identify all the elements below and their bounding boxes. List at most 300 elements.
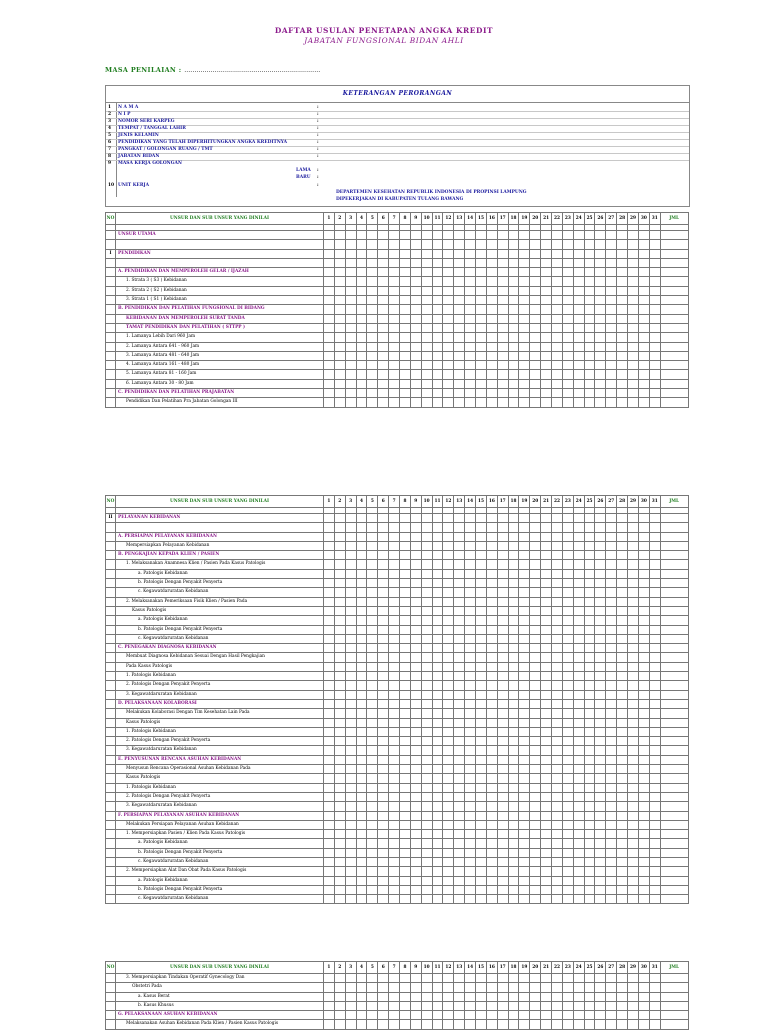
score-cell[interactable] <box>465 848 476 857</box>
score-cell[interactable] <box>421 681 432 690</box>
score-cell[interactable] <box>552 802 563 811</box>
score-cell[interactable] <box>660 268 688 277</box>
score-cell[interactable] <box>552 606 563 615</box>
score-cell[interactable] <box>324 802 335 811</box>
score-cell[interactable] <box>356 737 367 746</box>
score-cell[interactable] <box>334 286 345 295</box>
score-cell[interactable] <box>606 876 617 885</box>
score-cell[interactable] <box>400 644 411 653</box>
score-cell[interactable] <box>356 820 367 829</box>
score-cell[interactable] <box>454 974 465 983</box>
score-cell[interactable] <box>541 560 552 569</box>
score-cell[interactable] <box>649 314 660 323</box>
score-cell[interactable] <box>552 370 563 379</box>
score-cell[interactable] <box>454 541 465 550</box>
score-cell[interactable] <box>378 560 389 569</box>
score-cell[interactable] <box>595 792 606 801</box>
score-cell[interactable] <box>541 351 552 360</box>
score-cell[interactable] <box>584 690 595 699</box>
score-cell[interactable] <box>606 268 617 277</box>
score-cell[interactable] <box>400 606 411 615</box>
score-cell[interactable] <box>367 588 378 597</box>
score-cell[interactable] <box>421 755 432 764</box>
score-cell[interactable] <box>508 351 519 360</box>
score-cell[interactable] <box>443 342 454 351</box>
score-cell[interactable] <box>530 551 541 560</box>
score-cell[interactable] <box>530 616 541 625</box>
score-cell[interactable] <box>400 857 411 866</box>
score-cell[interactable] <box>660 551 688 560</box>
score-cell[interactable] <box>497 314 508 323</box>
score-cell[interactable] <box>486 857 497 866</box>
score-cell[interactable] <box>432 672 443 681</box>
score-cell[interactable] <box>660 737 688 746</box>
score-cell[interactable] <box>389 616 400 625</box>
score-cell[interactable] <box>486 709 497 718</box>
score-cell[interactable] <box>410 727 421 736</box>
score-cell[interactable] <box>486 569 497 578</box>
score-cell[interactable] <box>356 718 367 727</box>
score-cell[interactable] <box>324 305 335 314</box>
score-cell[interactable] <box>410 783 421 792</box>
score-cell[interactable] <box>410 811 421 820</box>
score-cell[interactable] <box>324 820 335 829</box>
score-cell[interactable] <box>573 342 584 351</box>
score-cell[interactable] <box>400 514 411 523</box>
score-cell[interactable] <box>552 231 563 240</box>
score-cell[interactable] <box>443 1001 454 1010</box>
score-cell[interactable] <box>432 532 443 541</box>
score-cell[interactable] <box>421 783 432 792</box>
score-cell[interactable] <box>378 398 389 407</box>
score-cell[interactable] <box>465 876 476 885</box>
score-cell[interactable] <box>465 709 476 718</box>
score-cell[interactable] <box>638 876 649 885</box>
score-cell[interactable] <box>552 672 563 681</box>
score-cell[interactable] <box>541 523 552 532</box>
score-cell[interactable] <box>660 616 688 625</box>
score-cell[interactable] <box>584 333 595 342</box>
score-cell[interactable] <box>465 277 476 286</box>
score-cell[interactable] <box>486 644 497 653</box>
score-cell[interactable] <box>519 579 530 588</box>
score-cell[interactable] <box>356 653 367 662</box>
score-cell[interactable] <box>497 974 508 983</box>
score-cell[interactable] <box>421 342 432 351</box>
score-cell[interactable] <box>628 783 639 792</box>
score-cell[interactable] <box>486 634 497 643</box>
score-cell[interactable] <box>443 296 454 305</box>
score-cell[interactable] <box>389 848 400 857</box>
score-cell[interactable] <box>552 746 563 755</box>
score-cell[interactable] <box>476 314 487 323</box>
score-cell[interactable] <box>324 727 335 736</box>
score-cell[interactable] <box>432 268 443 277</box>
score-cell[interactable] <box>400 672 411 681</box>
score-cell[interactable] <box>443 277 454 286</box>
score-cell[interactable] <box>660 876 688 885</box>
score-cell[interactable] <box>432 314 443 323</box>
score-cell[interactable] <box>421 974 432 983</box>
score-cell[interactable] <box>486 885 497 894</box>
score-cell[interactable] <box>324 625 335 634</box>
score-cell[interactable] <box>400 277 411 286</box>
score-cell[interactable] <box>454 379 465 388</box>
score-cell[interactable] <box>476 718 487 727</box>
score-cell[interactable] <box>454 370 465 379</box>
score-cell[interactable] <box>367 333 378 342</box>
score-cell[interactable] <box>638 1020 649 1029</box>
score-cell[interactable] <box>421 811 432 820</box>
score-cell[interactable] <box>345 514 356 523</box>
score-cell[interactable] <box>497 727 508 736</box>
score-cell[interactable] <box>649 839 660 848</box>
score-cell[interactable] <box>465 249 476 258</box>
score-cell[interactable] <box>324 709 335 718</box>
score-cell[interactable] <box>584 560 595 569</box>
score-cell[interactable] <box>421 569 432 578</box>
score-cell[interactable] <box>497 755 508 764</box>
score-cell[interactable] <box>595 774 606 783</box>
score-cell[interactable] <box>638 523 649 532</box>
score-cell[interactable] <box>552 830 563 839</box>
score-cell[interactable] <box>324 258 335 267</box>
score-cell[interactable] <box>497 811 508 820</box>
score-cell[interactable] <box>400 389 411 398</box>
score-cell[interactable] <box>617 342 628 351</box>
score-cell[interactable] <box>552 867 563 876</box>
score-cell[interactable] <box>573 249 584 258</box>
score-cell[interactable] <box>345 644 356 653</box>
score-cell[interactable] <box>465 240 476 249</box>
score-cell[interactable] <box>486 314 497 323</box>
score-cell[interactable] <box>660 857 688 866</box>
score-cell[interactable] <box>432 699 443 708</box>
score-cell[interactable] <box>432 523 443 532</box>
score-cell[interactable] <box>638 551 649 560</box>
score-cell[interactable] <box>334 351 345 360</box>
score-cell[interactable] <box>530 992 541 1001</box>
score-cell[interactable] <box>421 249 432 258</box>
score-cell[interactable] <box>617 249 628 258</box>
score-cell[interactable] <box>432 379 443 388</box>
score-cell[interactable] <box>649 699 660 708</box>
score-cell[interactable] <box>628 895 639 904</box>
score-cell[interactable] <box>552 541 563 550</box>
score-cell[interactable] <box>617 277 628 286</box>
score-cell[interactable] <box>660 249 688 258</box>
score-cell[interactable] <box>617 662 628 671</box>
score-cell[interactable] <box>476 983 487 992</box>
score-cell[interactable] <box>389 644 400 653</box>
score-cell[interactable] <box>552 1001 563 1010</box>
score-cell[interactable] <box>378 653 389 662</box>
score-cell[interactable] <box>649 746 660 755</box>
score-cell[interactable] <box>497 249 508 258</box>
score-cell[interactable] <box>628 848 639 857</box>
score-cell[interactable] <box>541 342 552 351</box>
score-cell[interactable] <box>454 774 465 783</box>
score-cell[interactable] <box>476 895 487 904</box>
score-cell[interactable] <box>378 746 389 755</box>
score-cell[interactable] <box>421 532 432 541</box>
score-cell[interactable] <box>595 588 606 597</box>
score-cell[interactable] <box>595 783 606 792</box>
score-cell[interactable] <box>552 885 563 894</box>
score-cell[interactable] <box>454 231 465 240</box>
score-cell[interactable] <box>443 783 454 792</box>
score-cell[interactable] <box>454 314 465 323</box>
score-cell[interactable] <box>389 277 400 286</box>
score-cell[interactable] <box>367 305 378 314</box>
score-cell[interactable] <box>367 699 378 708</box>
score-cell[interactable] <box>356 231 367 240</box>
score-cell[interactable] <box>324 398 335 407</box>
score-cell[interactable] <box>617 857 628 866</box>
score-cell[interactable] <box>356 314 367 323</box>
score-cell[interactable] <box>410 523 421 532</box>
score-cell[interactable] <box>530 974 541 983</box>
score-cell[interactable] <box>628 625 639 634</box>
score-cell[interactable] <box>562 895 573 904</box>
score-cell[interactable] <box>421 398 432 407</box>
score-cell[interactable] <box>584 551 595 560</box>
score-cell[interactable] <box>606 974 617 983</box>
score-cell[interactable] <box>443 231 454 240</box>
score-cell[interactable] <box>573 672 584 681</box>
score-cell[interactable] <box>562 830 573 839</box>
score-cell[interactable] <box>345 268 356 277</box>
score-cell[interactable] <box>356 895 367 904</box>
score-cell[interactable] <box>367 569 378 578</box>
score-cell[interactable] <box>421 718 432 727</box>
score-cell[interactable] <box>465 370 476 379</box>
score-cell[interactable] <box>378 811 389 820</box>
score-cell[interactable] <box>378 606 389 615</box>
score-cell[interactable] <box>389 699 400 708</box>
score-cell[interactable] <box>595 672 606 681</box>
score-cell[interactable] <box>519 839 530 848</box>
score-cell[interactable] <box>400 783 411 792</box>
score-cell[interactable] <box>562 323 573 332</box>
score-cell[interactable] <box>562 992 573 1001</box>
score-cell[interactable] <box>530 258 541 267</box>
score-cell[interactable] <box>476 699 487 708</box>
score-cell[interactable] <box>638 681 649 690</box>
score-cell[interactable] <box>530 644 541 653</box>
score-cell[interactable] <box>454 258 465 267</box>
score-cell[interactable] <box>508 983 519 992</box>
score-cell[interactable] <box>432 361 443 370</box>
score-cell[interactable] <box>541 718 552 727</box>
score-cell[interactable] <box>638 286 649 295</box>
score-cell[interactable] <box>421 709 432 718</box>
score-cell[interactable] <box>486 992 497 1001</box>
score-cell[interactable] <box>421 895 432 904</box>
score-cell[interactable] <box>638 579 649 588</box>
score-cell[interactable] <box>497 867 508 876</box>
score-cell[interactable] <box>454 606 465 615</box>
score-cell[interactable] <box>617 268 628 277</box>
score-cell[interactable] <box>552 1020 563 1029</box>
score-cell[interactable] <box>421 983 432 992</box>
score-cell[interactable] <box>638 755 649 764</box>
score-cell[interactable] <box>552 588 563 597</box>
score-cell[interactable] <box>617 876 628 885</box>
score-cell[interactable] <box>367 351 378 360</box>
score-cell[interactable] <box>541 867 552 876</box>
score-cell[interactable] <box>628 737 639 746</box>
score-cell[interactable] <box>584 240 595 249</box>
score-cell[interactable] <box>530 1011 541 1020</box>
score-cell[interactable] <box>519 644 530 653</box>
score-cell[interactable] <box>389 709 400 718</box>
score-cell[interactable] <box>660 240 688 249</box>
score-cell[interactable] <box>530 1020 541 1029</box>
score-cell[interactable] <box>367 625 378 634</box>
score-cell[interactable] <box>562 379 573 388</box>
score-cell[interactable] <box>389 792 400 801</box>
score-cell[interactable] <box>552 774 563 783</box>
score-cell[interactable] <box>519 737 530 746</box>
score-cell[interactable] <box>541 569 552 578</box>
score-cell[interactable] <box>356 983 367 992</box>
score-cell[interactable] <box>628 709 639 718</box>
score-cell[interactable] <box>541 876 552 885</box>
score-cell[interactable] <box>476 569 487 578</box>
score-cell[interactable] <box>345 876 356 885</box>
score-cell[interactable] <box>465 361 476 370</box>
score-cell[interactable] <box>595 398 606 407</box>
score-cell[interactable] <box>541 240 552 249</box>
score-cell[interactable] <box>649 876 660 885</box>
score-cell[interactable] <box>638 541 649 550</box>
score-cell[interactable] <box>617 746 628 755</box>
score-cell[interactable] <box>508 398 519 407</box>
score-cell[interactable] <box>530 361 541 370</box>
score-cell[interactable] <box>345 895 356 904</box>
score-cell[interactable] <box>443 857 454 866</box>
score-cell[interactable] <box>552 876 563 885</box>
score-cell[interactable] <box>497 644 508 653</box>
score-cell[interactable] <box>584 983 595 992</box>
score-cell[interactable] <box>519 848 530 857</box>
score-cell[interactable] <box>606 379 617 388</box>
score-cell[interactable] <box>638 839 649 848</box>
score-cell[interactable] <box>508 792 519 801</box>
score-cell[interactable] <box>476 579 487 588</box>
score-cell[interactable] <box>367 379 378 388</box>
score-cell[interactable] <box>367 992 378 1001</box>
score-cell[interactable] <box>595 258 606 267</box>
score-cell[interactable] <box>345 588 356 597</box>
score-cell[interactable] <box>617 848 628 857</box>
score-cell[interactable] <box>356 616 367 625</box>
score-cell[interactable] <box>454 727 465 736</box>
score-cell[interactable] <box>421 885 432 894</box>
score-cell[interactable] <box>541 1001 552 1010</box>
score-cell[interactable] <box>552 653 563 662</box>
score-cell[interactable] <box>497 857 508 866</box>
score-cell[interactable] <box>324 532 335 541</box>
score-cell[interactable] <box>562 523 573 532</box>
score-cell[interactable] <box>508 1020 519 1029</box>
score-cell[interactable] <box>345 992 356 1001</box>
score-cell[interactable] <box>638 811 649 820</box>
score-cell[interactable] <box>497 514 508 523</box>
score-cell[interactable] <box>367 258 378 267</box>
score-cell[interactable] <box>443 718 454 727</box>
score-cell[interactable] <box>638 867 649 876</box>
score-cell[interactable] <box>541 286 552 295</box>
score-cell[interactable] <box>606 240 617 249</box>
score-cell[interactable] <box>378 792 389 801</box>
score-cell[interactable] <box>573 746 584 755</box>
score-cell[interactable] <box>400 305 411 314</box>
score-cell[interactable] <box>562 514 573 523</box>
score-cell[interactable] <box>660 974 688 983</box>
score-cell[interactable] <box>400 551 411 560</box>
score-cell[interactable] <box>356 569 367 578</box>
score-cell[interactable] <box>367 342 378 351</box>
score-cell[interactable] <box>628 277 639 286</box>
score-cell[interactable] <box>606 342 617 351</box>
score-cell[interactable] <box>367 983 378 992</box>
score-cell[interactable] <box>530 755 541 764</box>
score-cell[interactable] <box>443 802 454 811</box>
score-cell[interactable] <box>595 231 606 240</box>
score-cell[interactable] <box>389 523 400 532</box>
score-cell[interactable] <box>389 314 400 323</box>
score-cell[interactable] <box>519 746 530 755</box>
score-cell[interactable] <box>443 644 454 653</box>
score-cell[interactable] <box>367 662 378 671</box>
score-cell[interactable] <box>345 389 356 398</box>
score-cell[interactable] <box>454 783 465 792</box>
score-cell[interactable] <box>421 314 432 323</box>
score-cell[interactable] <box>584 323 595 332</box>
score-cell[interactable] <box>443 541 454 550</box>
score-cell[interactable] <box>660 523 688 532</box>
score-cell[interactable] <box>465 755 476 764</box>
score-cell[interactable] <box>519 523 530 532</box>
score-cell[interactable] <box>389 597 400 606</box>
score-cell[interactable] <box>324 974 335 983</box>
score-cell[interactable] <box>649 625 660 634</box>
score-cell[interactable] <box>606 709 617 718</box>
score-cell[interactable] <box>617 709 628 718</box>
score-cell[interactable] <box>443 774 454 783</box>
score-cell[interactable] <box>628 681 639 690</box>
score-cell[interactable] <box>617 361 628 370</box>
score-cell[interactable] <box>562 876 573 885</box>
score-cell[interactable] <box>519 755 530 764</box>
score-cell[interactable] <box>541 588 552 597</box>
score-cell[interactable] <box>649 867 660 876</box>
score-cell[interactable] <box>595 811 606 820</box>
score-cell[interactable] <box>519 606 530 615</box>
score-cell[interactable] <box>334 737 345 746</box>
score-cell[interactable] <box>345 532 356 541</box>
score-cell[interactable] <box>432 895 443 904</box>
score-cell[interactable] <box>378 389 389 398</box>
score-cell[interactable] <box>400 361 411 370</box>
score-cell[interactable] <box>660 1011 688 1020</box>
score-cell[interactable] <box>649 992 660 1001</box>
score-cell[interactable] <box>378 690 389 699</box>
score-cell[interactable] <box>508 718 519 727</box>
score-cell[interactable] <box>432 231 443 240</box>
